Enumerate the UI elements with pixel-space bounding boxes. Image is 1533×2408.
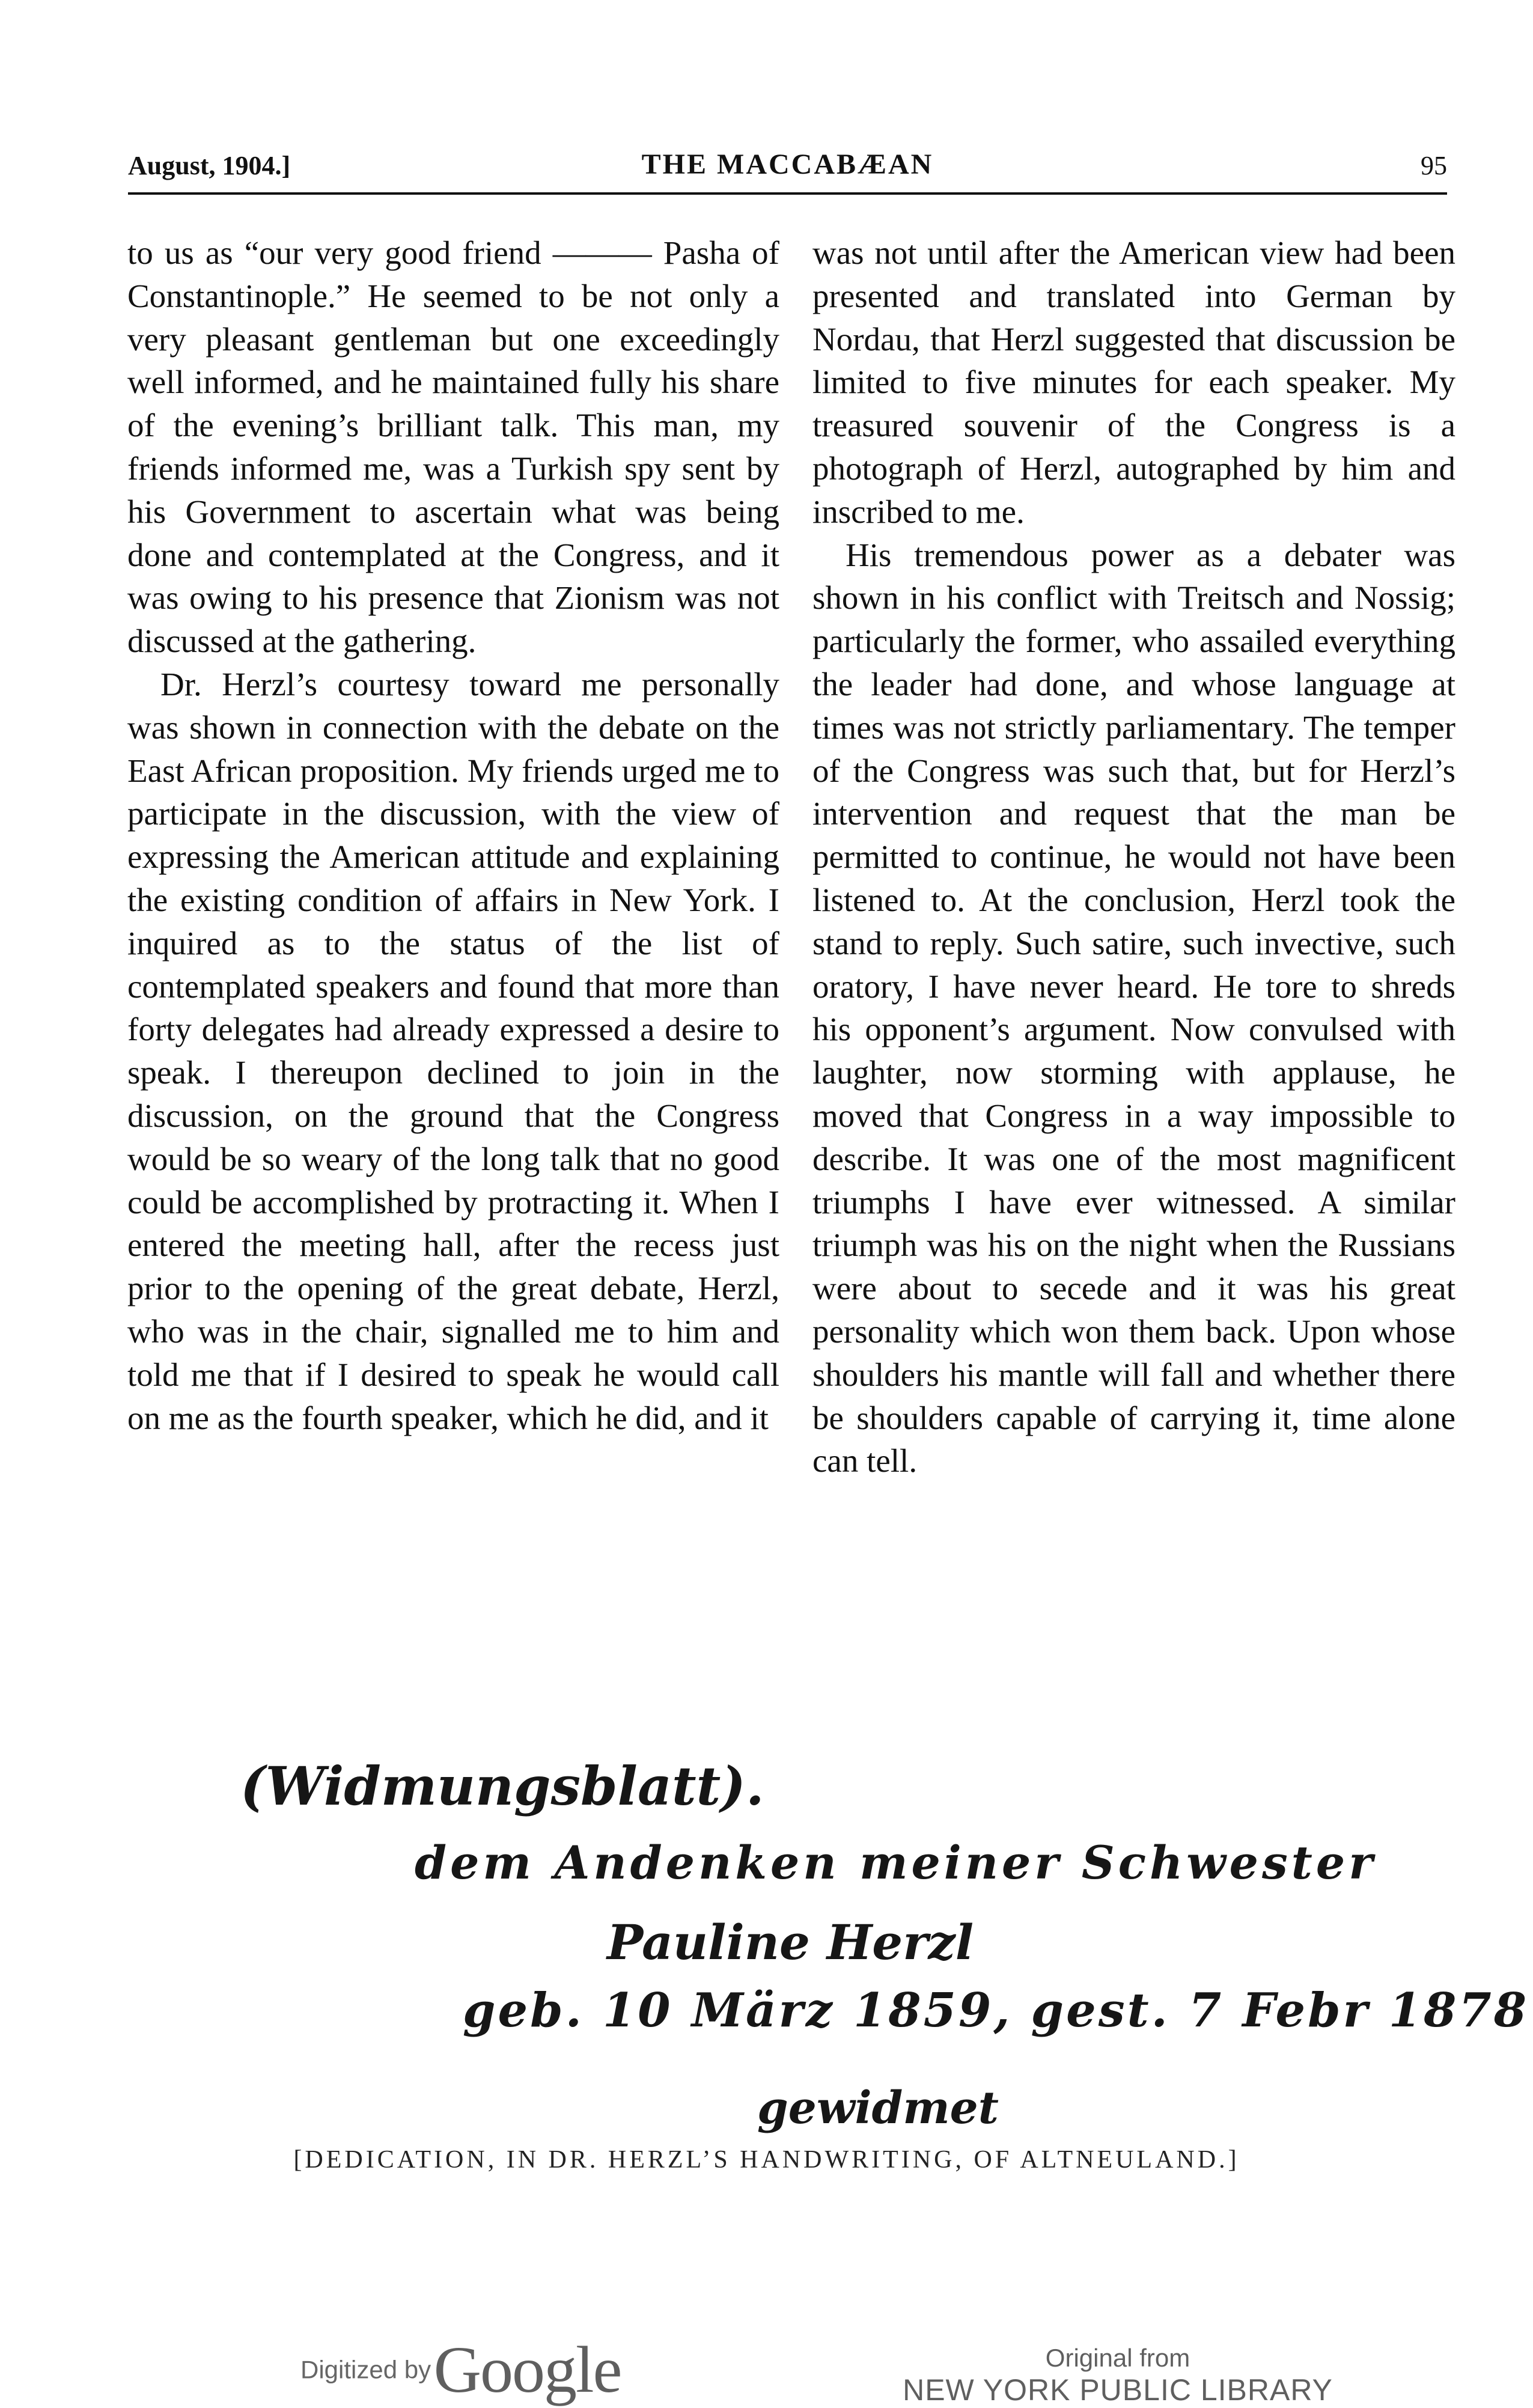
handwriting-line: gewidmet xyxy=(757,2082,999,2134)
google-logo: Google xyxy=(433,2333,621,2406)
header-rule xyxy=(128,192,1447,195)
paragraph: Dr. Herzl’s courtesy toward me personally was shown in connection with the debate on the East African proposition. My friends urged me to participate in the discussion, with the view of expressing the American attitude and explaining the existing condition of affairs in New York. I inquired as to the status of the list of contemplated speakers and found that more than forty delegates had already expressed a desire to speak. I thereupon declined to join in the discussion, on the ground that the Congress would be so weary of the long talk that no good could be accomplished by protracting it. When I entered the meeting hall, after the recess just prior to the opening of the great debate, Herzl, who was in the chair, signalled me to him and told me that if I desired to speak he would call on me as the fourth speaker, which he did, and it xyxy=(127,665,779,1436)
handwriting-line: (Widmungsblatt). xyxy=(240,1755,764,1817)
library-attribution xyxy=(889,2344,1346,2407)
right-column xyxy=(812,231,1455,1483)
digitized-by-google xyxy=(300,2332,621,2406)
handwriting-line: geb. 10 März 1859, gest. 7 Febr 1878 xyxy=(463,1983,1529,2038)
header-date: August, 1904.] xyxy=(128,151,291,180)
figure-caption: [DEDICATION, IN DR. HERZL’S HANDWRITING, OF ALTNEULAND.] xyxy=(293,2146,1240,2174)
journal-title: THE MACCABÆAN xyxy=(641,148,934,180)
handwriting-line: Pauline Herzl xyxy=(607,1914,974,1971)
original-from-label: Original from xyxy=(1045,2344,1190,2372)
paragraph: His tremendous power as a debater was shown in his conflict with Treitsch and Nossig; particularly the former, who assailed everything the leader had done, and whose language at times was not strictly parliamentary. The temper of the Congress was such that, but for Herzl’s intervention and request that the man be permitted to continue, he would not have been listened to. At the conclusion, Herzl took the stand to reply. Such satire, such invective, such oratory, I have never heard. He tore to shreds his opponent’s argument. Now convulsed with laughter, now storming with applause, he moved that Congress in a way impossible to describe. It was one of the most magnificent triumphs I have ever witnessed. A similar triumph was his on the night when the Russians were about to secede and it was his great personality which won them back. Upon whose shoulders his mantle will fall and whether there be shoulders capable of carrying it, time alone can tell. xyxy=(812,536,1455,1480)
running-header xyxy=(128,144,1447,192)
page-number: 95 xyxy=(1421,151,1447,180)
digitized-by-label: Digitized by xyxy=(300,2355,431,2384)
handwriting-line: dem Andenken meiner Schwester xyxy=(415,1836,1377,1889)
paragraph: to us as “our very good friend ——— Pasha of Constantinople.” He seemed to be not only a very pleasant gentleman but one exceedingly well informed, and he maintained fully his share of the evening’s brilliant talk. This man, my friends informed me, was a Turkish spy sent by his Government to ascertain what was being done and contemplated at the Congress, and it was owing to his presence that Zionism was not discussed at the gathering. xyxy=(127,234,779,660)
library-name: NEW YORK PUBLIC LIBRARY xyxy=(903,2373,1333,2407)
handwritten-dedication xyxy=(240,1743,1529,2134)
left-column xyxy=(127,231,779,1439)
paragraph: was not until after the American view had been presented and translated into German by Nordau, that Herzl suggested that discussion be limited to five minutes for each speaker. My treasured souvenir of the Congress is a photograph of Herzl, autographed by him and inscribed to me. xyxy=(812,234,1455,530)
